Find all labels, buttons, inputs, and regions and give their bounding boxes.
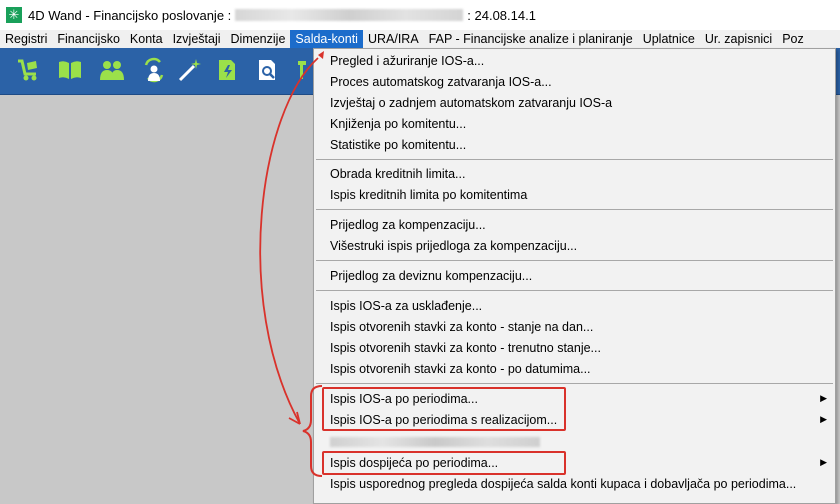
menuitem-otvorene-datumima[interactable]: Ispis otvorenih stavki za konto - po datumima... bbox=[330, 362, 591, 376]
menuitem-otvorene-stanje-dan[interactable]: Ispis otvorenih stavki za konto - stanje na dan... bbox=[330, 320, 594, 334]
menuitem-devizna-kompenzacija[interactable]: Prijedlog za deviznu kompenzaciju... bbox=[330, 269, 533, 283]
submenu-arrow-icon: ▶ bbox=[820, 393, 827, 403]
menuitem-knjizenja-komitent[interactable]: Knjiženja po komitentu... bbox=[330, 117, 467, 131]
menuitem-pregled-ios[interactable]: Pregled i ažuriranje IOS-a... bbox=[330, 54, 485, 68]
menu-registri[interactable]: Registri bbox=[5, 32, 48, 46]
menu-poz[interactable]: Poz bbox=[782, 32, 804, 46]
window-version: : 24.08.14.1 bbox=[467, 7, 536, 23]
menuitem-izvjestaj-zatvaranje[interactable]: Izvještaj o zadnjem automatskom zatvaranju IOS-a bbox=[330, 96, 613, 110]
menuitem-visestruki-ispis[interactable]: Višestruki ispis prijedloga za kompenzaciju... bbox=[330, 239, 578, 253]
menuitem-prijedlog-kompenzacija[interactable]: Prijedlog za kompenzaciju... bbox=[330, 218, 486, 232]
menu-ur-zapisnici[interactable]: Ur. zapisnici bbox=[704, 32, 773, 46]
menu-ura-ira[interactable]: URA/IRA bbox=[367, 32, 419, 46]
menuitem-statistike-komitent[interactable]: Statistike po komitentu... bbox=[330, 138, 467, 152]
menuitem-label: Ispis IOS-a po periodima s realizacijom... bbox=[330, 413, 558, 427]
menuitem-label: Ispis dospijeća po periodima... bbox=[330, 456, 499, 470]
menu-financijsko[interactable]: Financijsko bbox=[57, 32, 120, 46]
menuitem-usporedni-pregled[interactable]: Ispis usporednog pregleda dospijeća salda konti kupaca i dobavljača po periodima... bbox=[330, 477, 797, 491]
menu-konta[interactable]: Konta bbox=[129, 32, 163, 46]
menu-dimenzije[interactable]: Dimenzije bbox=[230, 32, 286, 46]
window-title: 4D Wand - Financijsko poslovanje : bbox=[28, 7, 232, 23]
menuitem-ios-uskladjenje[interactable]: Ispis IOS-a za usklađenje... bbox=[330, 299, 483, 313]
menuitem-obrada-limita[interactable]: Obrada kreditnih limita... bbox=[330, 167, 466, 181]
submenu-arrow-icon: ▶ bbox=[820, 457, 827, 467]
menu-izvjestaji[interactable]: Izvještaji bbox=[172, 32, 221, 46]
menu-salda-konti[interactable]: Salda-konti bbox=[290, 30, 363, 48]
menuitem-label: Ispis IOS-a po periodima... bbox=[330, 392, 478, 406]
app-logo-icon: ✳ bbox=[6, 7, 22, 23]
menuitem-ispis-limita[interactable]: Ispis kreditnih limita po komitentima bbox=[330, 188, 528, 202]
menuitem-otvorene-trenutno[interactable]: Ispis otvorenih stavki za konto - trenutno stanje... bbox=[330, 341, 601, 355]
menuitem-proces-zatvaranja[interactable]: Proces automatskog zatvaranja IOS-a... bbox=[330, 75, 552, 89]
submenu-arrow-icon: ▶ bbox=[820, 414, 827, 424]
menu-fap[interactable]: FAP - Financijske analize i planiranje bbox=[428, 32, 633, 46]
menu-uplatnice[interactable]: Uplatnice bbox=[642, 32, 695, 46]
